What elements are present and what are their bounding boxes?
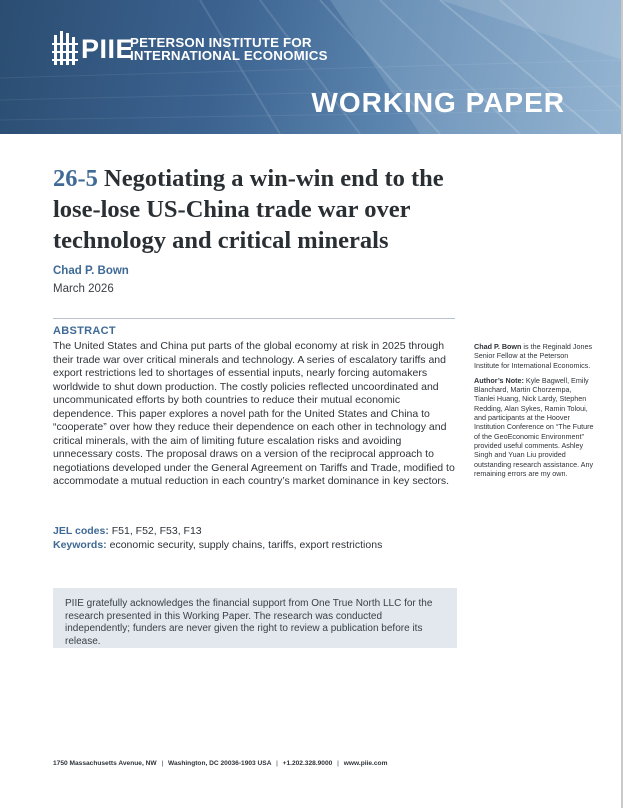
jel-label: JEL codes: xyxy=(53,525,109,537)
title-line-3: technology and critical minerals xyxy=(53,227,389,254)
jel-value: F51, F52, F53, F13 xyxy=(108,525,202,537)
bio-name: Chad P. Bown xyxy=(474,342,522,351)
footer-separator: | xyxy=(161,760,164,767)
author-name: Chad P. Bown xyxy=(53,265,129,277)
acknowledgement-box: PIIE gratefully acknowledges the financial support from One True North LLC for the research presented in this Working Paper. The research was conducted independently; funders are never given the right to review a publication before its release. xyxy=(53,588,457,648)
section-divider xyxy=(53,318,455,319)
abstract-text: The United States and China put parts of the global economy at risk in 2025 through their trade war over critical minerals and technology. A series of escalatory tariffs and export restrictions led to shortages of essential inputs, nearly forcing automakers worldwide to shut down production. The costly policies reflected uncoordinated and uncommunicated efforts by both countries to reduce their mutual economic dependence. This paper explores a novel path for the United States and China to “cooperate” over how they reduce their dependence on each other in technology and critical minerals, with the aim of limiting future escalation risks and avoiding unnecessary costs. The proposal draws on a version of the reciprocal approach to negotiations developed under the General Agreement on Tariffs and Trade, modified to accommodate a mutual reduction in each country’s market dominance in key sectors. xyxy=(53,340,455,487)
abstract-heading: ABSTRACT xyxy=(53,325,116,337)
bio-text: is the Reginald Jones Senior Fellow at the Peterson Institute for International Economics. xyxy=(474,342,593,370)
author-bio xyxy=(474,342,594,370)
paper-title xyxy=(53,163,473,256)
footer-phone: +1.202.328.9000 xyxy=(282,760,333,767)
footer-contact xyxy=(53,760,387,767)
note-label: Author’s Note: xyxy=(474,375,524,385)
author-sidebar xyxy=(474,342,594,484)
organization-name xyxy=(130,36,328,62)
piie-logo[interactable] xyxy=(52,31,135,69)
keywords-label: Keywords: xyxy=(53,539,107,551)
authors-note xyxy=(474,376,594,478)
footer-separator: | xyxy=(276,760,278,767)
building-logo-icon xyxy=(52,31,78,67)
footer-website-link[interactable]: www.piie.com xyxy=(343,760,388,767)
publication-date: March 2026 xyxy=(53,283,114,295)
title-line-1: Negotiating a win-win end to the xyxy=(104,165,444,192)
logo-wordmark: PIIE xyxy=(81,34,135,64)
org-name-line-2: INTERNATIONAL ECONOMICS xyxy=(130,48,328,63)
footer-city: Washington, DC 20036-1903 USA xyxy=(168,760,272,767)
document-type: WORKING PAPER xyxy=(311,87,565,118)
note-text: Kyle Bagwell, Emily Blanchard, Martin Chorzempa, Tianlei Huang, Nick Lardy, Stephen Redding, Alan Sykes, Ramin Toloui, and participants at the Hoover Institution Conference on “The Future of the GeoEconomic Environment” provided useful comments. Ashley Singh and Yuan Liu provided outstanding research assistance. Any remaining errors are my own. xyxy=(474,375,594,478)
footer-address: 1750 Massachusetts Avenue, NW xyxy=(53,760,157,767)
keywords xyxy=(53,539,382,553)
keywords-value: economic security, supply chains, tariffs, export restrictions xyxy=(106,539,383,551)
org-name-line-1: PETERSON INSTITUTE FOR xyxy=(130,35,312,50)
paper-number: 26-5 xyxy=(53,165,98,192)
header-banner xyxy=(0,0,623,134)
jel-codes xyxy=(53,525,202,539)
footer-separator: | xyxy=(337,760,339,767)
title-line-2: lose-lose US-China trade war over xyxy=(53,196,411,223)
